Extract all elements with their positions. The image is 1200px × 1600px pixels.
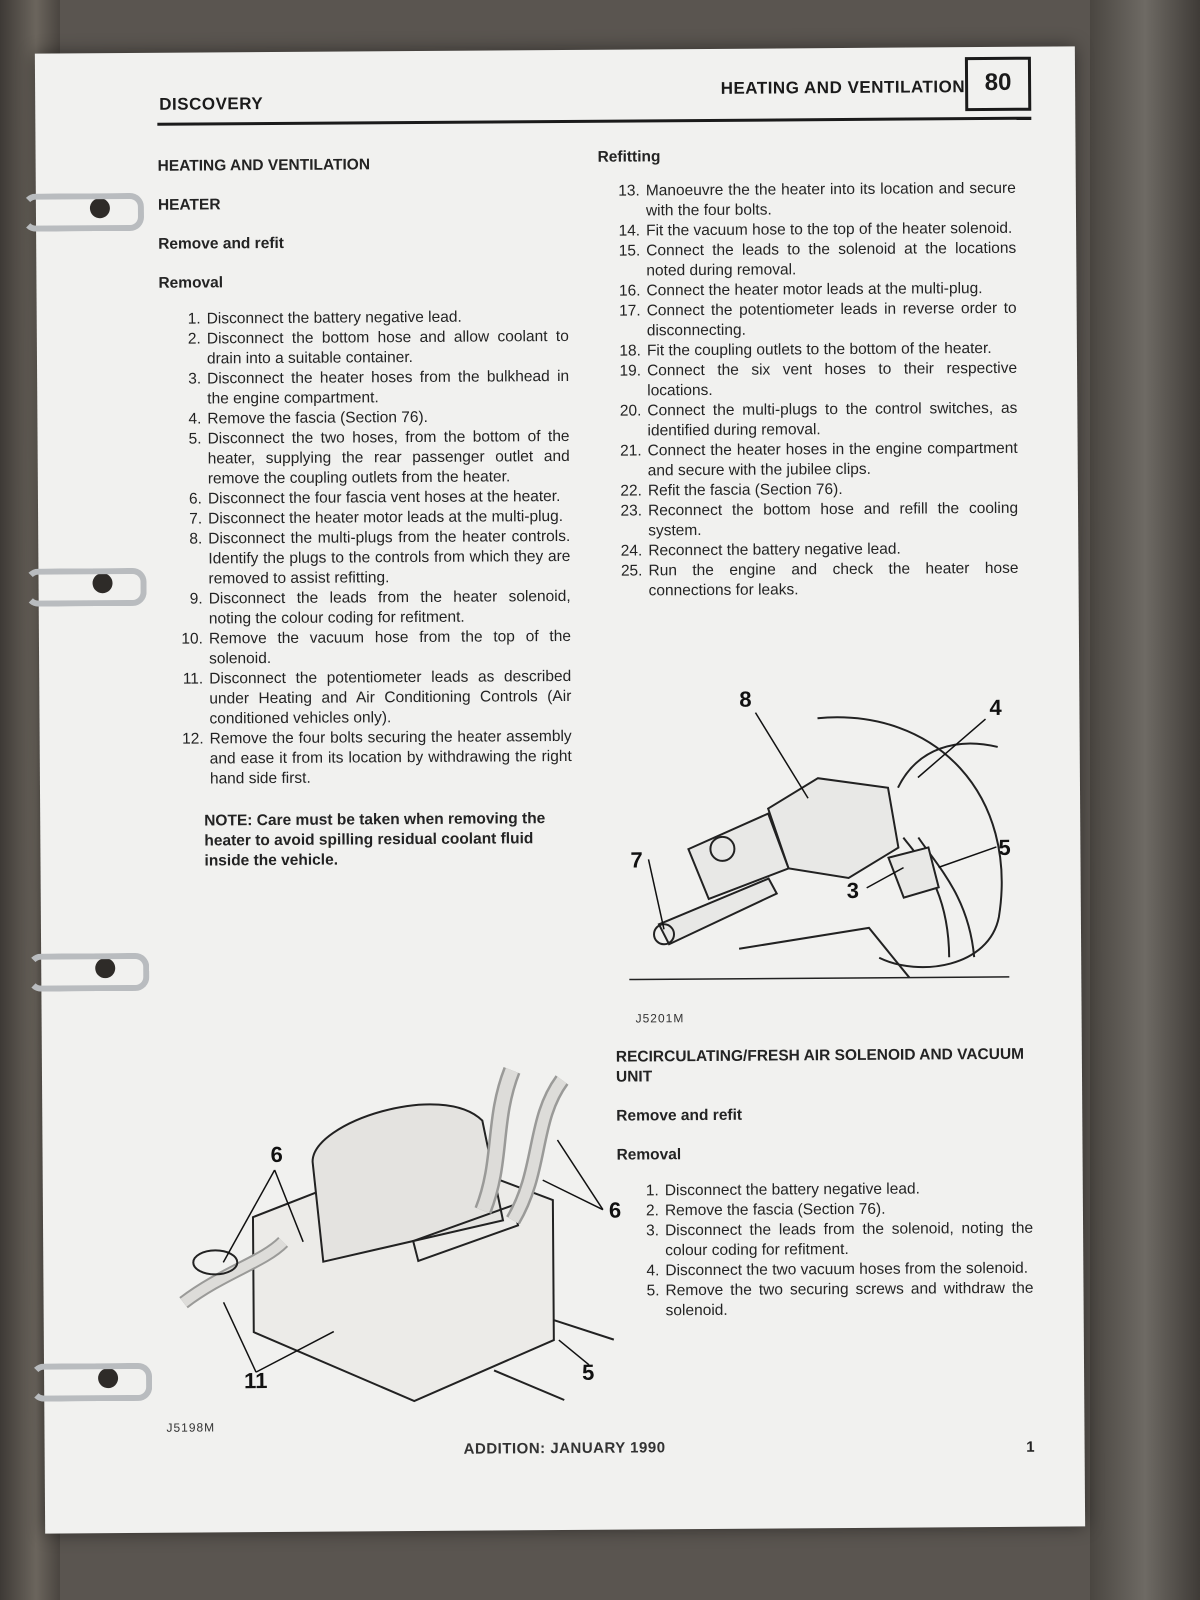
step-number: 15. bbox=[618, 242, 641, 260]
step-text: Disconnect the multi-plugs from the heater controls. Identify the plugs to the controls from which they are removed to assist refitting. bbox=[208, 527, 571, 588]
step-text: Disconnect the two hoses, from the bottom of the heater, supplying the rear passenger outlet and remove the coupling outlets from the heater. bbox=[207, 427, 570, 488]
step-text: Reconnect the battery negative lead. bbox=[648, 540, 901, 560]
step-item bbox=[598, 179, 1016, 222]
step-text: Connect the heater hoses in the engine compartment and secure with the jubilee clips. bbox=[647, 439, 1018, 480]
step-number: 4. bbox=[188, 410, 202, 428]
callout-8: 8 bbox=[739, 686, 752, 712]
step-item bbox=[617, 1219, 1033, 1262]
step-number: 3. bbox=[646, 1222, 660, 1240]
solenoid-heading: RECIRCULATING/FRESH AIR SOLENOID AND VACUUM UNIT bbox=[615, 1045, 1025, 1086]
step-item bbox=[598, 239, 1016, 282]
binder-ring bbox=[30, 1363, 152, 1402]
step-text: Reconnect the bottom hose and refill the cooling system. bbox=[647, 499, 1019, 540]
step-number: 25. bbox=[620, 562, 643, 580]
heater-assembly-illustration bbox=[162, 1040, 625, 1433]
binder-cover-right bbox=[1090, 0, 1200, 1600]
step-number: 2. bbox=[645, 1202, 659, 1220]
step-number: 19. bbox=[619, 362, 642, 380]
step-text: Disconnect the battery negative lead. bbox=[206, 308, 462, 328]
step-number: 1. bbox=[187, 310, 201, 328]
step-text: Connect the heater motor leads at the multi-plug. bbox=[646, 280, 983, 300]
step-item bbox=[599, 399, 1017, 442]
step-text: Disconnect the heater hoses from the bulkhead in the engine compartment. bbox=[207, 367, 570, 408]
step-number: 20. bbox=[619, 402, 642, 420]
step-item bbox=[617, 1279, 1033, 1322]
step-text: Remove the vacuum hose from the top of the solenoid. bbox=[208, 627, 571, 668]
step-number: 14. bbox=[618, 222, 641, 240]
manual-page bbox=[35, 46, 1085, 1533]
page-number: 1 bbox=[1026, 1438, 1035, 1456]
callout-6-right: 6 bbox=[608, 1197, 622, 1223]
step-item bbox=[161, 587, 571, 630]
step-number: 18. bbox=[619, 342, 641, 360]
step-number: 12. bbox=[182, 730, 204, 748]
step-text: Disconnect the bottom hose and allow coolant to drain into a suitable container. bbox=[206, 327, 569, 368]
step-number: 24. bbox=[620, 542, 643, 560]
step-item bbox=[159, 367, 569, 410]
callout-3: 3 bbox=[846, 877, 860, 904]
section-heading: HEATING AND VENTILATION bbox=[157, 156, 371, 175]
binder-ring bbox=[22, 193, 144, 232]
step-text: Connect the multi-plugs to the control switches, as identified during removal. bbox=[647, 399, 1018, 440]
step-text: Refit the fascia (Section 76). bbox=[647, 481, 843, 500]
binder-ring bbox=[27, 953, 149, 992]
step-number: 17. bbox=[619, 302, 641, 320]
step-number: 1. bbox=[645, 1182, 659, 1200]
left-column bbox=[158, 154, 573, 872]
step-item bbox=[160, 487, 570, 510]
callout-5: 5 bbox=[998, 834, 1011, 860]
step-item bbox=[159, 427, 569, 490]
header-model: DISCOVERY bbox=[159, 94, 264, 114]
step-text: Disconnect the potentiometer leads as described under Heating and Air Conditioning Controls (Air conditioned vehicles only). bbox=[209, 667, 572, 728]
footer-addition-date: ADDITION: JANUARY 1990 bbox=[463, 1439, 666, 1458]
step-number: 2. bbox=[187, 330, 201, 348]
step-text: Disconnect the leads from the heater solenoid, noting the colour coding for refitment. bbox=[208, 587, 571, 628]
step-text: Fit the coupling outlets to the bottom of the heater. bbox=[646, 339, 992, 360]
step-number: 9. bbox=[189, 590, 203, 608]
step-number: 16. bbox=[618, 282, 641, 300]
step-item bbox=[599, 359, 1017, 402]
step-item bbox=[600, 559, 1018, 602]
header-section-title: HEATING AND VENTILATION bbox=[720, 77, 966, 98]
removal-steps-list bbox=[159, 307, 572, 790]
step-text: Connect the potentiometer leads in reverse order to disconnecting. bbox=[646, 299, 1017, 340]
step-text: Disconnect the heater motor leads at the multi-plug. bbox=[208, 507, 564, 528]
step-item bbox=[600, 499, 1018, 542]
step-number: 6. bbox=[188, 490, 203, 508]
step-item bbox=[600, 439, 1018, 482]
sub-heading-remove-refit: Remove and refit bbox=[158, 234, 285, 253]
step-number: 21. bbox=[620, 442, 642, 460]
step-text: Connect the leads to the solenoid at the locations noted during removal. bbox=[646, 239, 1017, 280]
step-number: 5. bbox=[646, 1282, 660, 1300]
callout-11: 11 bbox=[244, 1368, 268, 1394]
figure-id-top: J5201M bbox=[635, 1011, 685, 1026]
caution-note: NOTE: Care must be taken when removing the heater to avoid spilling residual coolant fluid inside the vehicle. bbox=[204, 810, 546, 870]
step-item bbox=[162, 727, 572, 790]
step-item bbox=[159, 327, 569, 370]
sub-heading-refitting: Refitting bbox=[597, 148, 661, 166]
step-text: Disconnect the four fascia vent hoses at the heater. bbox=[207, 487, 561, 508]
step-text: Connect the six vent hoses to their respective locations. bbox=[647, 359, 1018, 400]
step-item bbox=[161, 627, 571, 670]
callout-4: 4 bbox=[989, 694, 1002, 720]
step-number: 10. bbox=[181, 630, 203, 648]
callout-5-bottom: 5 bbox=[581, 1359, 595, 1385]
step-text: Remove the fascia (Section 76). bbox=[664, 1200, 886, 1220]
solenoid-section bbox=[616, 1045, 1034, 1322]
step-text: Disconnect the two vacuum hoses from the solenoid. bbox=[665, 1259, 1029, 1280]
solenoid-subheading-removal: Removal bbox=[616, 1146, 682, 1164]
step-text: Remove the two securing screws and withdraw the solenoid. bbox=[665, 1279, 1034, 1320]
step-number: 3. bbox=[188, 370, 202, 388]
step-number: 22. bbox=[620, 482, 642, 500]
header-section-number: 80 bbox=[965, 57, 1031, 111]
refitting-steps-list bbox=[598, 179, 1019, 602]
step-number: 23. bbox=[620, 502, 643, 520]
step-text: Fit the vacuum hose to the top of the heater solenoid. bbox=[646, 219, 1013, 240]
step-number: 4. bbox=[646, 1262, 660, 1280]
heater-solenoid-illustration bbox=[617, 687, 1019, 990]
figure-id-bottom: J5198M bbox=[166, 1420, 216, 1435]
sub-heading-removal: Removal bbox=[158, 274, 224, 292]
solenoid-steps-list bbox=[617, 1179, 1034, 1322]
sub-heading-heater: HEATER bbox=[157, 196, 221, 214]
step-number: 13. bbox=[618, 182, 640, 200]
step-number: 7. bbox=[189, 510, 203, 528]
step-text: Remove the fascia (Section 76). bbox=[207, 408, 429, 428]
step-item bbox=[160, 507, 570, 530]
step-number: 8. bbox=[189, 530, 203, 548]
step-number: 11. bbox=[182, 670, 204, 688]
solenoid-subheading: Remove and refit bbox=[616, 1106, 743, 1125]
step-text: Remove the four bolts securing the heater assembly and ease it from its location by withdrawing the right hand side first. bbox=[209, 727, 572, 788]
binder-ring bbox=[24, 568, 146, 607]
step-text: Disconnect the battery negative lead. bbox=[664, 1180, 920, 1200]
step-text: Run the engine and check the heater hose connections for leaks. bbox=[648, 559, 1019, 600]
callout-6-left: 6 bbox=[270, 1141, 283, 1168]
step-text: Manoeuvre the the heater into its location and secure with the four bolts. bbox=[645, 179, 1016, 220]
step-number: 5. bbox=[188, 430, 202, 448]
callout-7: 7 bbox=[630, 847, 643, 873]
step-item bbox=[161, 667, 571, 730]
step-item bbox=[160, 527, 570, 590]
step-item bbox=[599, 299, 1017, 342]
right-column bbox=[598, 145, 1019, 602]
header-rule bbox=[157, 117, 1031, 126]
step-text: Disconnect the leads from the solenoid, noting the colour coding for refitment. bbox=[665, 1219, 1034, 1260]
step-item bbox=[159, 407, 569, 430]
